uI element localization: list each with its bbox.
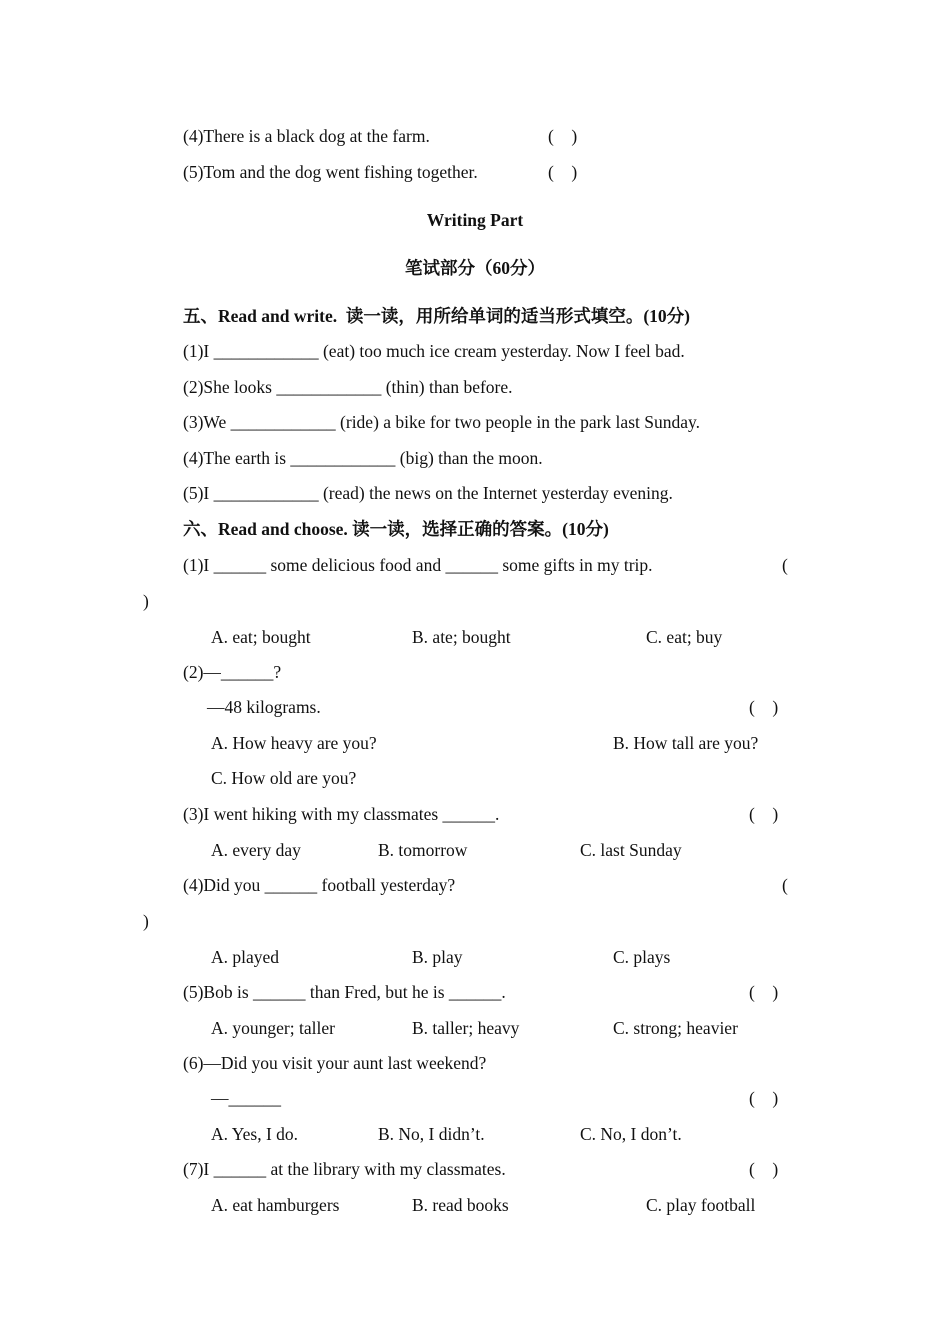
item-number: (3): [183, 804, 204, 824]
answer-paren-open: (: [782, 875, 788, 895]
answer-paren: ( ): [749, 1088, 779, 1108]
item-number: (3): [183, 412, 204, 432]
item-number: (5): [183, 162, 204, 182]
option-b: B. taller; heavy: [412, 1018, 520, 1038]
answer-paren: ( ): [548, 126, 578, 146]
item-number: (5): [183, 483, 204, 503]
item-text: Tom and the dog went fishing together.: [203, 162, 478, 182]
item-text: I ______ at the library with my classmates.: [203, 1159, 506, 1179]
option-c: C. strong; heavier: [613, 1018, 738, 1038]
choice-question-3: [183, 803, 499, 825]
option-a: A. younger; taller: [211, 1018, 335, 1038]
option-a: A. eat; bought: [211, 627, 311, 647]
choice-question-5: [183, 981, 506, 1003]
answer-paren-open: (: [782, 555, 788, 575]
answer-paren: ( ): [749, 1159, 779, 1179]
fill-item-2: [183, 376, 513, 398]
choice-question-6: [183, 1052, 486, 1074]
item-text: There is a black dog at the farm.: [203, 126, 430, 146]
item-text: —______?: [203, 662, 282, 682]
fill-item-5: [183, 482, 673, 504]
choice-question-7: [183, 1158, 506, 1180]
option-a: A. Yes, I do.: [211, 1124, 299, 1144]
item-text: I ____________ (read) the news on the Internet yesterday evening.: [203, 483, 673, 503]
fill-item-4: [183, 447, 543, 469]
item-text: I ______ some delicious food and ______ some gifts in my trip.: [203, 555, 653, 575]
option-c: C. No, I don’t.: [580, 1124, 682, 1144]
option-c: C. How old are you?: [211, 768, 357, 788]
item-number: (6): [183, 1053, 204, 1073]
option-b: B. How tall are you?: [613, 733, 759, 753]
item-text: —Did you visit your aunt last weekend?: [203, 1053, 487, 1073]
item-text: She looks ____________ (thin) than before.: [203, 377, 513, 397]
item-text: I went hiking with my classmates ______.: [203, 804, 500, 824]
option-a: A. played: [211, 947, 280, 967]
option-b: B. ate; bought: [412, 627, 511, 647]
option-a: A. How heavy are you?: [211, 733, 377, 753]
answer-paren: ( ): [749, 804, 779, 824]
answer-paren: ( ): [548, 162, 578, 182]
item-number: (4): [183, 448, 204, 468]
option-b: B. read books: [412, 1195, 509, 1215]
answer-paren: ( ): [749, 982, 779, 1002]
answer-paren-close: ): [143, 911, 149, 931]
section-6-title: 六、Read and choose. 读一读，选择正确的答案。(10分): [183, 519, 609, 539]
option-c: C. eat; buy: [646, 627, 723, 647]
item-number: (7): [183, 1159, 204, 1179]
item-text: We ____________ (ride) a bike for two people in the park last Sunday.: [203, 412, 700, 432]
choice-question-4: [183, 874, 455, 896]
judge-item-4: [183, 125, 430, 147]
item-text: I ____________ (eat) too much ice cream yesterday. Now I feel bad.: [203, 341, 685, 361]
option-a: A. every day: [211, 840, 301, 860]
option-b: B. play: [412, 947, 463, 967]
item-number: (4): [183, 875, 204, 895]
item-number: (5): [183, 982, 204, 1002]
choice-question-2: [183, 661, 281, 683]
option-a: A. eat hamburgers: [211, 1195, 340, 1215]
fill-item-3: [183, 411, 700, 433]
section-5-title: 五、Read and write. 读一读，用所给单词的适当形式填空。(10分): [183, 306, 690, 326]
writing-part-heading: Writing Part: [426, 210, 524, 230]
choice-question-1: [183, 554, 653, 576]
option-b: B. No, I didn’t.: [378, 1124, 485, 1144]
fill-item-1: [183, 340, 685, 362]
item-number: (2): [183, 377, 204, 397]
answer-paren: ( ): [749, 697, 779, 717]
item-number: (1): [183, 555, 204, 575]
judge-item-5: [183, 161, 478, 183]
option-c: C. plays: [613, 947, 671, 967]
item-text: The earth is ____________ (big) than the moon.: [203, 448, 543, 468]
option-c: C. play football: [646, 1195, 756, 1215]
written-section-heading: 笔试部分（60分）: [405, 258, 545, 278]
item-text: Bob is ______ than Fred, but he is ______.: [203, 982, 506, 1002]
option-c: C. last Sunday: [580, 840, 682, 860]
item-number: (4): [183, 126, 204, 146]
dialogue-line: —48 kilograms.: [207, 697, 321, 717]
answer-paren-close: ): [143, 591, 149, 611]
dialogue-line: —______: [211, 1088, 281, 1108]
item-number: (1): [183, 341, 204, 361]
item-text: Did you ______ football yesterday?: [203, 875, 456, 895]
option-b: B. tomorrow: [378, 840, 468, 860]
item-number: (2): [183, 662, 204, 682]
